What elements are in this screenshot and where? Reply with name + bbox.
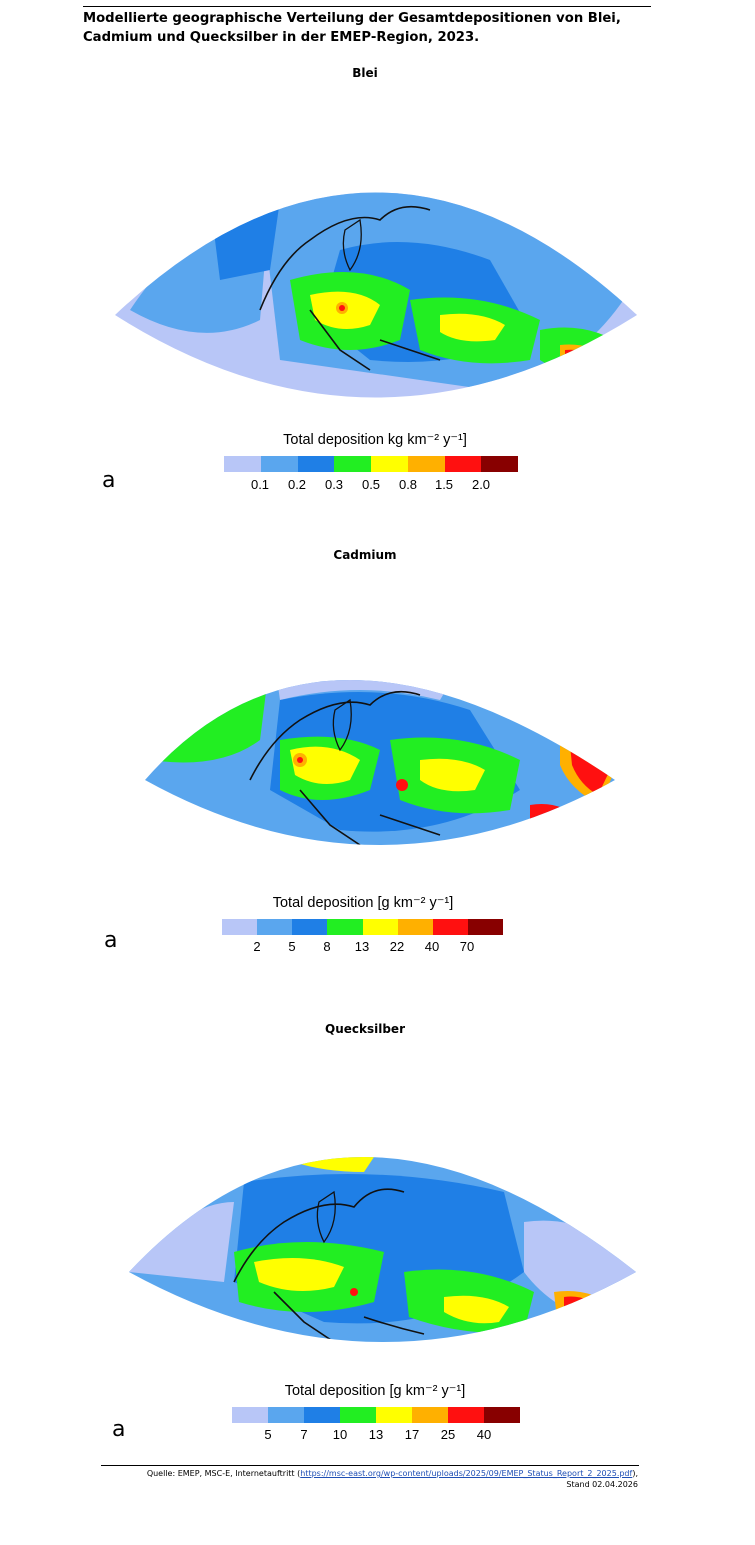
legend-swatch [224,456,261,472]
panel-title-blei: Blei [352,66,378,80]
legend-tick: 22 [389,939,405,954]
legend-swatch [412,1407,448,1423]
top-rule [83,6,651,7]
legend-swatch [448,1407,484,1423]
legend-swatch [371,456,408,472]
panel-title-quecksilber: Quecksilber [325,1022,405,1036]
legend-tick: 40 [424,939,440,954]
legend-bar-quecksilber [232,1407,520,1423]
legend-tick: 7 [300,1427,308,1442]
map-cadmium [140,590,615,890]
legend-swatch [298,456,335,472]
legend-swatch [376,1407,412,1423]
legend-tick: 0.2 [287,477,307,492]
legend-swatch [468,919,503,935]
source-prefix: Quelle: EMEP, MSC-E, Internetauftritt ( [146,1469,301,1478]
source-suffix: ), [632,1469,638,1478]
legend-swatch [484,1407,520,1423]
legend-tick: 70 [459,939,475,954]
legend-swatch [408,456,445,472]
legend-tick: 0.3 [324,477,344,492]
legend-title-cadmium: Total deposition [g km⁻² y⁻¹] [272,895,454,911]
legend-tick: 2 [253,939,261,954]
legend-bar-blei [224,456,518,472]
legend-title-blei: Total deposition kg km⁻² y⁻¹] [283,432,467,448]
legend-tick: 5 [264,1427,272,1442]
legend-tick: 0.1 [250,477,270,492]
panel-letter: a [112,1417,126,1442]
source-link[interactable]: https://msc-east.org/wp-content/uploads/2025/09/EMEP_Status_Report_2_2025.pdf [300,1469,633,1478]
legend-swatch [398,919,433,935]
legend-tick: 8 [323,939,331,954]
legend-swatch [232,1407,268,1423]
legend-bar-cadmium [222,919,503,935]
legend-tick: 13 [368,1427,384,1442]
legend-tick: 0.5 [361,477,381,492]
legend-tick: 10 [332,1427,348,1442]
legend-title-quecksilber: Total deposition [g km⁻² y⁻¹] [284,1383,466,1399]
legend-tick: 1.5 [434,477,454,492]
legend-tick: 25 [440,1427,456,1442]
legend-swatch [327,919,362,935]
legend-tick: 17 [404,1427,420,1442]
legend-swatch [261,456,298,472]
legend-tick: 40 [476,1427,492,1442]
legend-swatch [268,1407,304,1423]
legend-swatch [481,456,518,472]
page-title: Modellierte geographische Verteilung der Gesamtdepositionen von Blei, Cadmium und Quecksilber in der EMEP-Region, 2023. [83,11,621,45]
legend-swatch [334,456,371,472]
source-date: Stand 02.04.2026 [566,1480,638,1489]
legend-tick: 13 [354,939,370,954]
map-quecksilber [124,1072,638,1377]
legend-tick: 5 [288,939,296,954]
legend-swatch [340,1407,376,1423]
legend-swatch [222,919,257,935]
source-note [101,1468,638,1490]
legend-swatch [445,456,482,472]
footer-rule [101,1465,639,1466]
legend-swatch [433,919,468,935]
panel-title-cadmium: Cadmium [333,548,397,562]
panel-letter: a [102,468,116,493]
legend-swatch [304,1407,340,1423]
map-blei [110,110,642,430]
panel-letter: a [104,928,118,953]
legend-tick: 2.0 [471,477,491,492]
legend-swatch [257,919,292,935]
legend-swatch [292,919,327,935]
legend-swatch [363,919,398,935]
legend-tick: 0.8 [398,477,418,492]
